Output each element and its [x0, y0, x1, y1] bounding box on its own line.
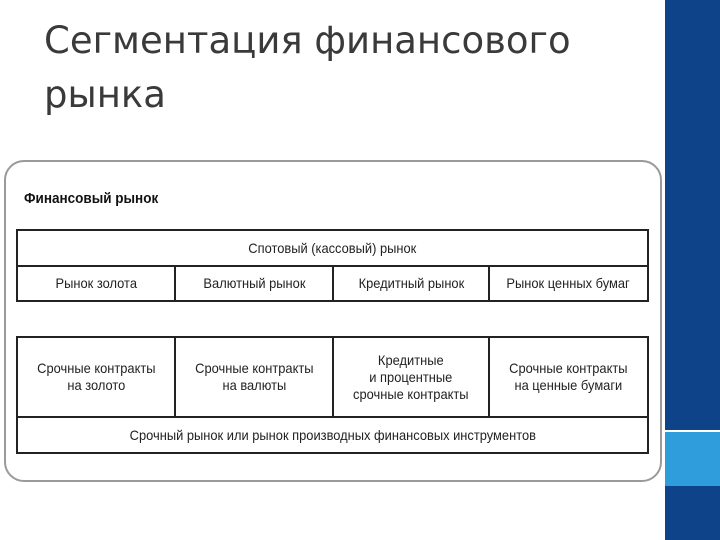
spot-market-header: Спотовый (кассовый) рынок: [248, 239, 417, 256]
futures-market-footer-row: [18, 418, 647, 452]
contract-gold: Срочные контракты на золото: [18, 338, 176, 416]
contract-credit-interest: Кредитные и процентные срочные контракты: [334, 338, 490, 416]
market-securities: Рынок ценных бумаг: [506, 275, 631, 291]
spot-market-header-row: [18, 231, 647, 267]
contract-currency: Срочные контракты на валюты: [176, 338, 334, 416]
futures-market-footer: Срочный рынок или рынок производных финансовых инструментов: [129, 426, 536, 443]
futures-market-table: [16, 336, 649, 454]
diagram-label: Финансовый рынок: [24, 190, 159, 207]
spot-market-table: [16, 229, 649, 302]
market-credit: Кредитный рынок: [334, 267, 490, 300]
contract-securities: Срочные контракты на ценные бумаги: [509, 360, 628, 393]
market-currency: Валютный рынок: [176, 267, 334, 300]
slide-title: Сегментация финансового рынка: [44, 19, 571, 116]
spot-markets-row: [18, 267, 647, 300]
market-gold: Рынок золота: [18, 267, 176, 300]
sidebar-accent-light: [665, 432, 720, 486]
futures-contracts-row: [18, 338, 647, 418]
